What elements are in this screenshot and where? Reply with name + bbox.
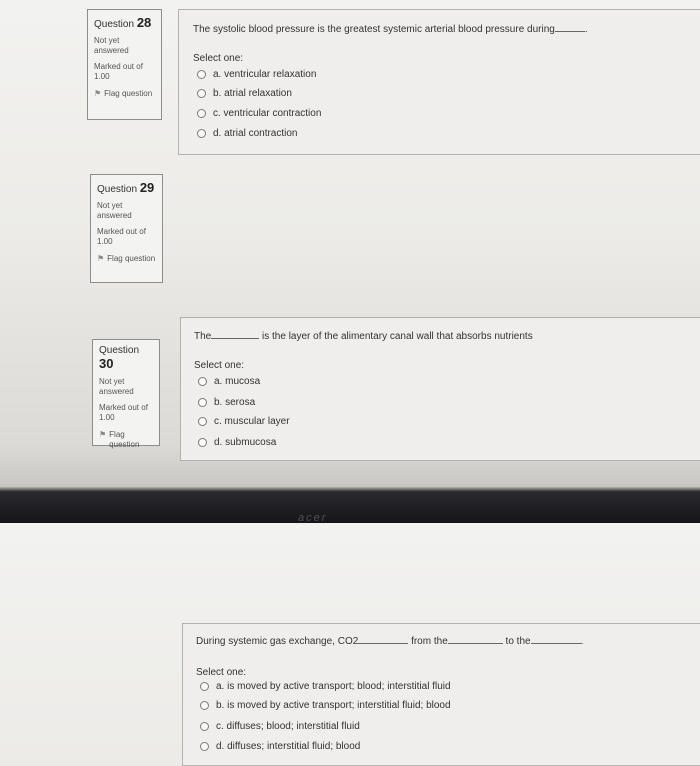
answer-status: Not yet answered [99,377,134,396]
select-one-label: Select one: [194,360,245,371]
radio-unchecked-icon[interactable] [197,89,206,98]
option-label: c. ventricular contraction [213,108,322,119]
flag-label: Flag question [104,89,153,98]
question-text-end: . [584,24,588,35]
option-label: d. diffuses; interstitial fluid; blood [216,741,361,752]
question-text [194,330,533,342]
answer-blank [531,635,581,644]
question-text-end: . [580,636,584,647]
option-a[interactable] [198,376,260,387]
question-number [94,15,155,30]
flag-label: Flag question [109,430,140,449]
question-text-part: is the layer of the alimentary canal wall that absorbs nutrients [262,331,533,342]
question-content-28 [178,9,700,155]
flag-question-link[interactable] [99,430,153,450]
flag-label: Flag question [107,254,156,263]
radio-unchecked-icon[interactable] [197,109,206,118]
question-text-part: from the [411,636,448,647]
question-number-value: 30 [99,356,114,371]
question-text [193,23,588,35]
laptop-brand-logo: acer [298,512,328,524]
question-text-part: The [194,331,212,342]
question-text-part: to the [505,636,531,647]
question-text-part: The systolic blood pressure is the greatest systemic arterial blood pressure during [193,24,555,35]
question-info-28 [87,9,162,120]
option-label: a. is moved by active transport; blood; interstitial fluid [216,681,451,692]
radio-unchecked-icon[interactable] [197,70,206,79]
radio-unchecked-icon[interactable] [200,682,209,691]
flag-icon: ⚑ [97,254,105,263]
question-text-part: During systemic gas exchange, CO2 [196,636,359,647]
flag-icon: ⚑ [94,89,102,98]
question-number [99,345,153,371]
question-label: Question [94,19,135,30]
option-label: d. atrial contraction [213,128,298,139]
flag-icon: ⚑ [99,430,107,439]
question-number-value: 29 [139,180,155,195]
question-content-29 [180,317,700,461]
option-b[interactable] [197,88,292,99]
question-label: Question [99,345,140,356]
radio-unchecked-icon[interactable] [198,417,207,426]
option-label: a. mucosa [214,376,261,387]
option-c[interactable] [198,416,290,427]
marks-info: Marked out of 1.00 [97,227,146,246]
flag-question-link[interactable] [97,254,156,264]
option-label: b. is moved by active transport; interstitial fluid; blood [216,700,451,711]
radio-unchecked-icon[interactable] [198,377,207,386]
question-info-30 [92,339,160,449]
marks-info: Marked out of 1.00 [99,403,148,422]
option-c[interactable] [197,108,321,119]
option-label: c. diffuses; blood; interstitial fluid [216,721,360,732]
option-b[interactable] [200,700,451,711]
option-d[interactable] [198,437,276,448]
option-a[interactable] [200,681,451,692]
question-number-value: 28 [136,15,152,30]
radio-unchecked-icon[interactable] [200,742,209,751]
question-text [196,635,583,647]
option-d[interactable] [200,741,360,752]
radio-unchecked-icon[interactable] [200,701,209,710]
answer-status: Not yet answered [94,36,129,55]
option-a[interactable] [197,69,316,80]
option-d[interactable] [197,128,298,139]
option-label: b. atrial relaxation [213,88,292,99]
answer-blank [448,635,503,644]
radio-unchecked-icon[interactable] [198,398,207,407]
option-label: a. ventricular relaxation [213,69,317,80]
question-content-30 [182,623,700,766]
marks-info: Marked out of 1.00 [94,62,143,81]
select-one-label: Select one: [196,667,247,678]
answer-blank [358,635,408,644]
radio-unchecked-icon[interactable] [200,722,209,731]
option-label: c. muscular layer [214,416,290,427]
select-one-label: Select one: [193,53,244,64]
answer-blank [555,23,585,32]
radio-unchecked-icon[interactable] [197,129,206,138]
option-c[interactable] [200,721,360,732]
answer-blank [211,330,259,339]
flag-question-link[interactable] [94,89,155,99]
answer-status: Not yet answered [97,201,132,220]
option-label: d. submucosa [214,437,277,448]
question-number [97,180,156,195]
option-b[interactable] [198,397,255,408]
radio-unchecked-icon[interactable] [198,438,207,447]
question-label: Question [97,184,138,195]
option-label: b. serosa [214,397,256,408]
question-info-29 [90,174,163,283]
